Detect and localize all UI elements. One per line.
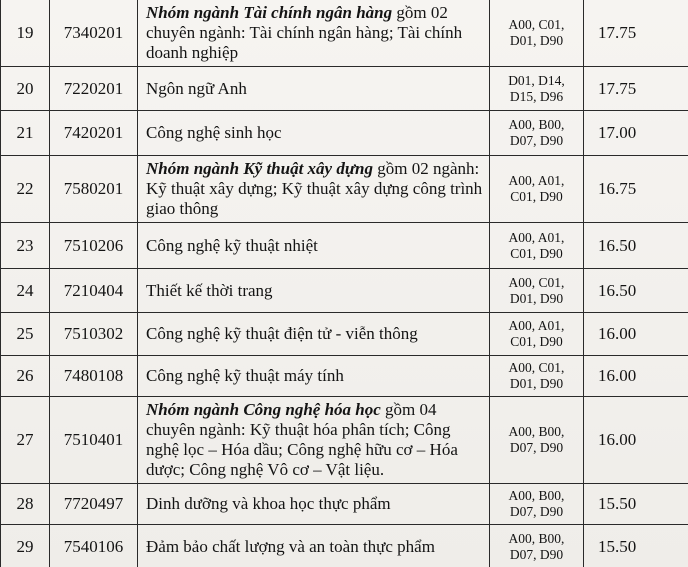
combo-line: C01, D90 xyxy=(510,334,563,349)
table-row xyxy=(1,269,688,313)
table-row xyxy=(1,397,688,484)
benchmark-score: 17.75 xyxy=(584,67,688,111)
benchmark-score: 16.00 xyxy=(584,397,688,484)
major-code: 7420201 xyxy=(50,111,138,156)
combo-line: A00, B00, xyxy=(508,424,565,439)
major-description: Ngôn ngữ Anh xyxy=(146,78,247,98)
combo-line: D01, D90 xyxy=(509,33,564,48)
combo-line: D07, D90 xyxy=(509,546,564,562)
row-number: 23 xyxy=(1,223,50,269)
major-name xyxy=(138,269,490,313)
row-number: 20 xyxy=(1,67,50,111)
benchmark-score: 15.50 xyxy=(584,525,688,567)
table-row xyxy=(1,484,688,525)
combo-line: A00, B00, xyxy=(508,530,565,546)
major-description: gồm 04 chuyên ngành: Kỹ thuật hóa phân tích; Công nghệ lọc – Hóa dầu; Công nghệ hữu cơ – Hóa dược; Công nghệ Vô cơ – Vật liệu. xyxy=(146,400,458,479)
combo-line: D07, D90 xyxy=(509,504,564,519)
major-name xyxy=(138,111,490,156)
major-description: Dinh dưỡng và khoa học thực phẩm xyxy=(146,494,391,513)
major-code: 7340201 xyxy=(50,0,138,67)
table-row xyxy=(1,313,688,356)
combo-line: A00, A01, xyxy=(508,229,565,245)
table-row xyxy=(1,111,688,156)
subject-combinations xyxy=(490,269,584,313)
combo-line: A00, C01, xyxy=(508,360,565,375)
subject-combinations xyxy=(490,0,584,67)
combo-line: D07, D90 xyxy=(509,133,564,148)
combo-line: D15, D96 xyxy=(509,88,564,104)
table-row xyxy=(1,223,688,269)
major-group-title: Nhóm ngành Kỹ thuật xây dựng xyxy=(146,159,373,178)
table-body xyxy=(1,0,688,567)
combo-line: D07, D90 xyxy=(509,440,564,455)
major-name xyxy=(138,525,490,567)
subject-combinations xyxy=(490,397,584,484)
row-number: 26 xyxy=(1,356,50,397)
combo-line: A00, A01, xyxy=(508,173,565,188)
major-name xyxy=(138,313,490,356)
major-code: 7720497 xyxy=(50,484,138,525)
major-group-title: Nhóm ngành Tài chính ngân hàng xyxy=(146,3,393,22)
subject-combinations xyxy=(490,484,584,525)
major-description: Công nghệ kỹ thuật điện tử - viễn thông xyxy=(146,324,418,343)
combo-line: A00, B00, xyxy=(508,117,565,132)
major-description: Công nghệ sinh học xyxy=(146,123,282,142)
benchmark-score: 16.00 xyxy=(584,356,688,397)
benchmark-score: 17.75 xyxy=(584,0,688,67)
subject-combinations xyxy=(490,156,584,223)
row-number: 22 xyxy=(1,156,50,223)
row-number: 25 xyxy=(1,313,50,356)
benchmark-score: 17.00 xyxy=(584,111,688,156)
major-name xyxy=(138,397,490,484)
major-code: 7210404 xyxy=(50,269,138,313)
combo-line: D01, D14, xyxy=(508,72,565,88)
major-description: gồm 02 chuyên ngành: Tài chính ngân hàng; Tài chính doanh nghiệp xyxy=(146,3,463,62)
table-row xyxy=(1,525,688,567)
combo-line: C01, D90 xyxy=(510,189,563,204)
major-code: 7510401 xyxy=(50,397,138,484)
subject-combinations xyxy=(490,67,584,111)
major-name xyxy=(138,0,490,67)
benchmark-score: 16.75 xyxy=(584,156,688,223)
major-name xyxy=(138,484,490,525)
major-description: gồm 02 ngành: Kỹ thuật xây dựng; Kỹ thuật xây dựng công trình giao thông xyxy=(146,159,483,218)
row-number: 21 xyxy=(1,111,50,156)
combo-line: D01, D90 xyxy=(509,290,564,306)
major-name xyxy=(138,156,490,223)
major-code: 7540106 xyxy=(50,525,138,567)
subject-combinations xyxy=(490,223,584,269)
major-code: 7220201 xyxy=(50,67,138,111)
major-code: 7580201 xyxy=(50,156,138,223)
benchmark-score: 15.50 xyxy=(584,484,688,525)
subject-combinations xyxy=(490,525,584,567)
major-code: 7510302 xyxy=(50,313,138,356)
table-row xyxy=(1,356,688,397)
combo-line: A00, C01, xyxy=(508,17,565,32)
table-row xyxy=(1,0,688,67)
major-description: Thiết kế thời trang xyxy=(146,280,273,300)
benchmark-score: 16.50 xyxy=(584,269,688,313)
subject-combinations xyxy=(490,313,584,356)
benchmark-score: 16.00 xyxy=(584,313,688,356)
major-code: 7480108 xyxy=(50,356,138,397)
major-code: 7510206 xyxy=(50,223,138,269)
major-group-title: Nhóm ngành Công nghệ hóa học xyxy=(146,400,381,419)
combo-line: C01, D90 xyxy=(510,245,563,261)
major-description: Đảm bảo chất lượng và an toàn thực phẩm xyxy=(146,536,435,556)
major-name xyxy=(138,356,490,397)
subject-combinations xyxy=(490,111,584,156)
major-name xyxy=(138,223,490,269)
row-number: 19 xyxy=(1,0,50,67)
table-row xyxy=(1,156,688,223)
row-number: 24 xyxy=(1,269,50,313)
major-name xyxy=(138,67,490,111)
combo-line: A00, A01, xyxy=(508,318,565,333)
row-number: 29 xyxy=(1,525,50,567)
combo-line: A00, C01, xyxy=(508,274,565,290)
table-row xyxy=(1,67,688,111)
combo-line: D01, D90 xyxy=(509,376,564,391)
row-number: 28 xyxy=(1,484,50,525)
major-description: Công nghệ kỹ thuật máy tính xyxy=(146,366,344,385)
combo-line: A00, B00, xyxy=(508,488,565,503)
major-description: Công nghệ kỹ thuật nhiệt xyxy=(146,235,318,255)
benchmark-score: 16.50 xyxy=(584,223,688,269)
row-number: 27 xyxy=(1,397,50,484)
subject-combinations xyxy=(490,356,584,397)
